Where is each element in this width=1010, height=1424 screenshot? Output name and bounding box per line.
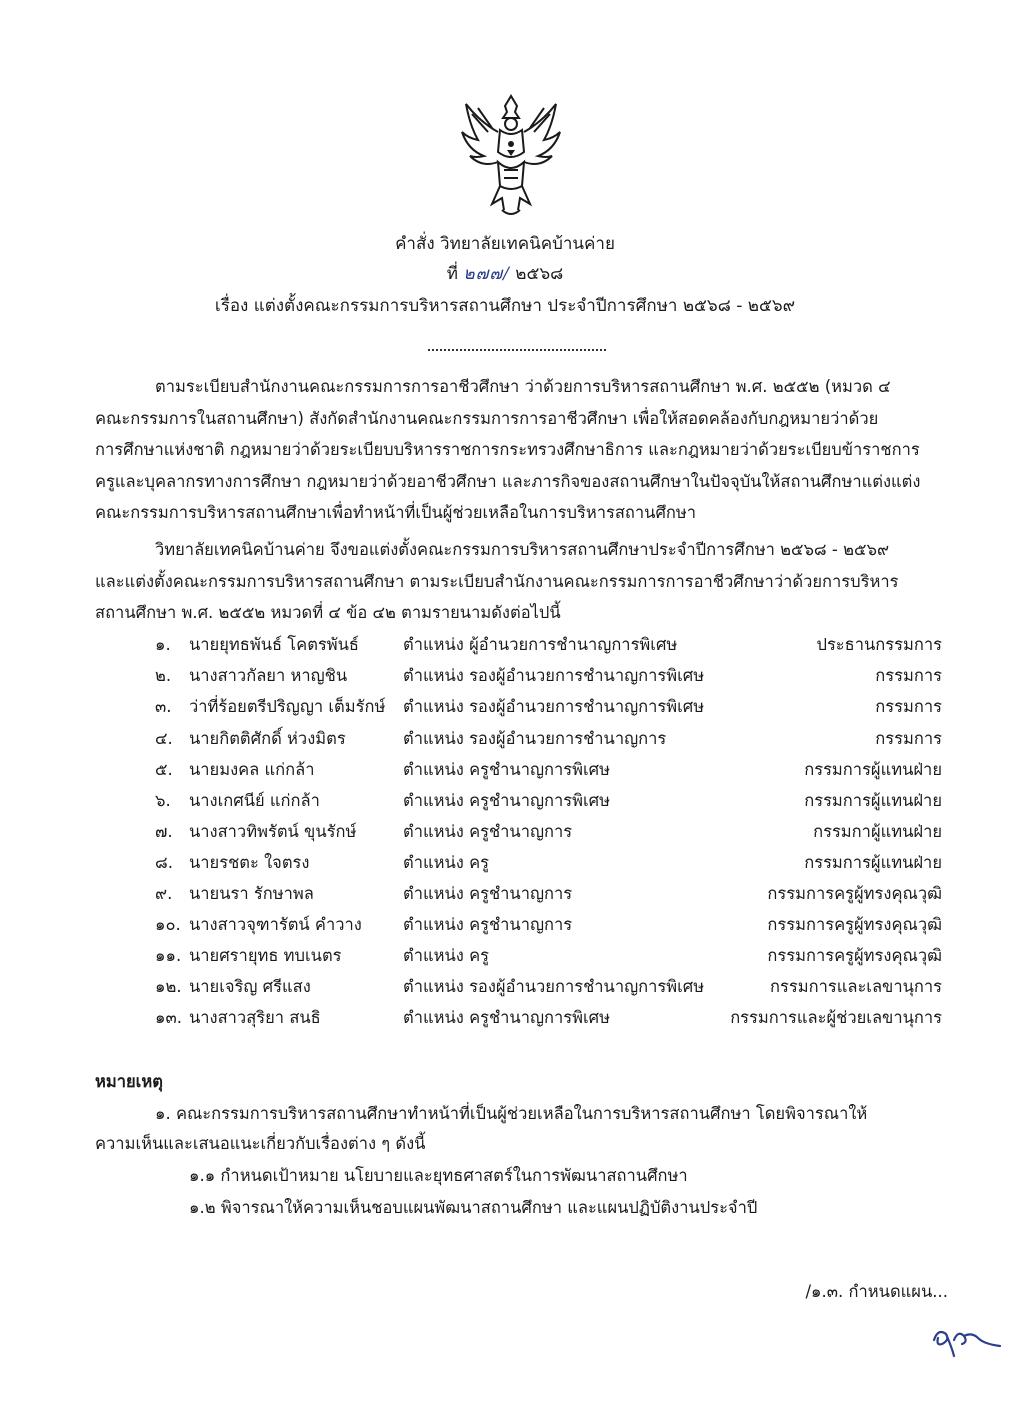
member-number: ๑๒. (155, 977, 182, 996)
committee-row (0, 817, 1010, 847)
member-role: กรรมการและเลขานุการ (769, 977, 942, 996)
dotted-divider (428, 339, 606, 351)
member-number: ๕. (155, 760, 173, 779)
note-sub-item-1: ๑.๑ กำหนดเป้าหมาย นโยบายและยุทธศาสตร์ในการพัฒนาสถานศึกษา (189, 1166, 688, 1185)
order-title: คำสั่ง วิทยาลัยเทคนิคบ้านค่าย (395, 234, 615, 254)
paragraph-line: และแต่งตั้งคณะกรรมการบริหารสถานศึกษา ตามระเบียบสำนักงานคณะกรรมการการอาชีวศึกษาว่าด้วยการบริหาร (95, 571, 899, 591)
member-position: ตำแหน่ง ครู (403, 946, 489, 965)
member-number: ๑๑. (155, 946, 182, 965)
member-role: กรรมการผู้แทนฝ่าย (804, 791, 942, 810)
order-number-handwritten: ๒๗๗/ (463, 264, 510, 284)
member-name: นายรชตะ ใจตรง (189, 853, 310, 872)
member-name: นางสาวทิพรัตน์ ขุนรักษ์ (189, 822, 357, 841)
member-number: ๑๐. (155, 915, 181, 934)
member-position: ตำแหน่ง รองผู้อำนวยการชำนาญการพิเศษ (403, 666, 705, 685)
member-position: ตำแหน่ง ครู (403, 853, 489, 872)
member-role: กรรมการครูผู้ทรงคุณวุฒิ (767, 884, 942, 903)
member-number: ๑๓. (155, 1008, 182, 1027)
paragraph-2 (95, 534, 945, 629)
committee-row (0, 910, 1010, 940)
member-role: กรรมการ (875, 697, 942, 716)
paragraph-line: ตามระเบียบสำนักงานคณะกรรมการการอาชีวศึกษา ว่าด้วยการบริหารสถานศึกษา พ.ศ. ๒๕๕๒ (หมวด ๔ (155, 377, 891, 396)
member-number: ๒. (155, 666, 172, 685)
member-name: ว่าที่ร้อยตรีปริญญา เต็มรักษ์ (189, 697, 386, 716)
member-position: ตำแหน่ง รองผู้อำนวยการชำนาญการ (403, 729, 667, 748)
committee-row (0, 972, 1010, 1002)
committee-row (0, 724, 1010, 754)
member-position: ตำแหน่ง รองผู้อำนวยการชำนาญการพิเศษ (403, 977, 705, 996)
member-position: ตำแหน่ง รองผู้อำนวยการชำนาญการพิเศษ (403, 697, 705, 716)
member-position: ตำแหน่ง ครูชำนาญการพิเศษ (403, 1008, 611, 1027)
order-number-line (0, 262, 1010, 286)
handwritten-signature-icon (928, 1318, 1008, 1358)
member-position: ตำแหน่ง ครูชำนาญการ (403, 915, 573, 934)
member-role: กรรมการ (875, 729, 942, 748)
member-number: ๗. (155, 822, 173, 841)
paragraph-line: คณะกรรมการบริหารสถานศึกษาเพื่อทำหน้าที่เป็นผู้ช่วยเหลือในการบริหารสถานศึกษา (95, 503, 697, 522)
member-role: กรรมการและผู้ช่วยเลขานุการ (730, 1008, 942, 1027)
member-number: ๓. (155, 697, 172, 716)
paragraph-line: สถานศึกษา พ.ศ. ๒๕๕๒ หมวดที่ ๔ ข้อ ๔๒ ตามรายนามดังต่อไปนี้ (95, 603, 561, 622)
member-position: ตำแหน่ง ครูชำนาญการพิเศษ (403, 791, 611, 810)
paragraph-1 (95, 371, 945, 529)
committee-row (0, 630, 1010, 660)
subject-line: เรื่อง แต่งตั้งคณะกรรมการบริหารสถานศึกษา ประจำปีการศึกษา ๒๕๖๘ - ๒๕๖๙ (214, 296, 796, 316)
paragraph-line: วิทยาลัยเทคนิคบ้านค่าย จึงขอแต่งตั้งคณะกรรมการบริหารสถานศึกษาประจำปีการศึกษา ๒๕๖๘ - ๒๕๖๙ (155, 540, 890, 559)
member-role: กรรมกาผู้แทนฝ่าย (813, 822, 942, 841)
member-number: ๙. (155, 884, 173, 903)
member-name: นายยุทธพันธ์ โคตรพันธ์ (189, 635, 360, 654)
paragraph-line: คณะกรรมการในสถานศึกษา) สังกัดสำนักงานคณะกรรมการการอาชีวศึกษา เพื่อให้สอดคล้องกับกฎหมายว่าด้วย (95, 408, 879, 428)
committee-row (0, 848, 1010, 878)
member-position: ตำแหน่ง ครูชำนาญการ (403, 884, 573, 903)
committee-row (0, 1003, 1010, 1033)
member-name: นายเจริญ ศรีแสง (189, 977, 311, 996)
member-number: ๘. (155, 853, 173, 872)
note-item-1-line-1: ๑. คณะกรรมการบริหารสถานศึกษาทำหน้าที่เป็นผู้ช่วยเหลือในการบริหารสถานศึกษา โดยพิจารณาให้ (155, 1104, 868, 1123)
member-name: นางสาวจุฑารัตน์ คำวาง (189, 915, 362, 934)
committee-row (0, 786, 1010, 816)
member-role: กรรมการ (875, 666, 942, 685)
member-number: ๔. (155, 729, 173, 748)
member-name: นายกิตติศักดิ์ ห่วงมิตร (189, 729, 346, 748)
note-sub-item-2: ๑.๒ พิจารณาให้ความเห็นชอบแผนพัฒนาสถานศึกษา และแผนปฏิบัติงานประจำปี (189, 1198, 758, 1217)
paragraph-line: ครูและบุคลากรทางการศึกษา กฎหมายว่าด้วยอาชีวศึกษา และภารกิจของสถานศึกษาในปัจจุบันให้สถานศึกษาแต่งแต่ง (95, 471, 921, 491)
member-role: กรรมการผู้แทนฝ่าย (804, 853, 942, 872)
member-number: ๖. (155, 791, 171, 810)
member-name: นายนรา รักษาพล (189, 884, 314, 903)
member-role: ประธานกรรมการ (816, 635, 942, 654)
continued-reference: /๑.๓. กำหนดแผน... (805, 1282, 948, 1301)
note-item-1-line-2: ความเห็นและเสนอแนะเกี่ยวกับเรื่องต่าง ๆ ดังนี้ (95, 1134, 426, 1153)
committee-row (0, 755, 1010, 785)
member-position: ตำแหน่ง ครูชำนาญการ (403, 822, 573, 841)
member-name: นายมงคล แก่กล้า (189, 760, 315, 779)
committee-row (0, 692, 1010, 722)
committee-row (0, 941, 1010, 971)
garuda-emblem-icon (458, 92, 564, 220)
member-position: ตำแหน่ง ผู้อำนวยการชำนาญการพิเศษ (403, 635, 678, 654)
committee-row (0, 879, 1010, 909)
member-position: ตำแหน่ง ครูชำนาญการพิเศษ (403, 760, 611, 779)
member-name: นางเกศนีย์ แก่กล้า (189, 791, 320, 810)
member-name: นางสาวสุริยา สนธิ (189, 1008, 321, 1027)
member-role: กรรมการผู้แทนฝ่าย (804, 760, 942, 779)
member-name: นายศรายุทธ ทบเนตร (189, 946, 342, 965)
committee-row (0, 661, 1010, 691)
member-number: ๑. (155, 635, 171, 654)
order-year: ๒๕๖๘ (515, 264, 564, 284)
notes-title: หมายเหตุ (95, 1072, 163, 1091)
paragraph-line: การศึกษาแห่งชาติ กฎหมายว่าด้วยระเบียบบริหารราชการกระทรวงศึกษาธิการ และกฎหมายว่าด้วยระเบียบข้าราชการ (95, 440, 920, 459)
order-number-prefix: ที่ (446, 264, 458, 284)
member-name: นางสาวกัลยา หาญชิน (189, 666, 348, 685)
member-role: กรรมการครูผู้ทรงคุณวุฒิ (767, 946, 942, 965)
member-role: กรรมการครูผู้ทรงคุณวุฒิ (767, 915, 942, 934)
